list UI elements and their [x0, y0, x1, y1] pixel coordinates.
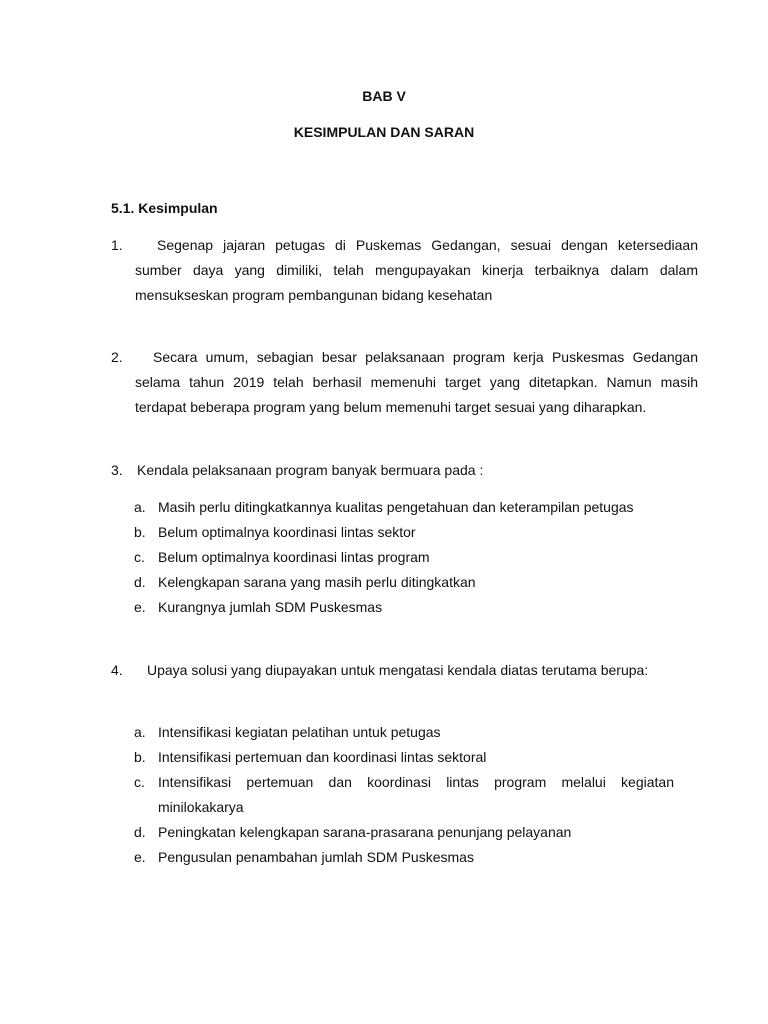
conclusion-item-1 [111, 233, 698, 308]
item-text: Kurangnya jumlah SDM Puskesmas [158, 599, 383, 615]
list-item [134, 745, 674, 770]
chapter-label: BAB V [362, 88, 406, 104]
item-letter: a. [134, 499, 146, 515]
item-letter: e. [134, 599, 146, 615]
item-text: Segenap jajaran petugas di Puskemas Gedangan, sesuai dengan ketersediaan sumber daya yang dimiliki, telah mengupayakan kinerja terbaiknya dalam dalam mensukseskan program pembangunan bidang kesehatan [135, 237, 698, 303]
section-heading: 5.1. Kesimpulan [111, 200, 218, 216]
list-item [134, 545, 674, 570]
item-text: Intensifikasi pertemuan dan koordinasi lintas sektoral [158, 749, 487, 765]
item-letter: c. [134, 549, 145, 565]
chapter-title: KESIMPULAN DAN SARAN [293, 124, 475, 140]
item-text: Kendala pelaksanaan program banyak bermuara pada : [137, 462, 484, 478]
item-text: Intensifikasi kegiatan pelatihan untuk petugas [158, 724, 441, 740]
list-item [134, 770, 674, 820]
item-letter: d. [134, 824, 146, 840]
list-item [134, 845, 674, 870]
item-letter: e. [134, 849, 146, 865]
item-text: Belum optimalnya koordinasi lintas program [158, 549, 430, 565]
item-letter: c. [134, 774, 145, 790]
item-letter: b. [134, 749, 146, 765]
list-item [134, 495, 674, 520]
item-text: Masih perlu ditingkatkannya kualitas pengetahuan dan keterampilan petugas [158, 499, 634, 515]
item-text: Kelengkapan sarana yang masih perlu ditingkatkan [158, 574, 476, 590]
item-letter: d. [134, 574, 146, 590]
conclusion-item-2 [111, 345, 698, 420]
item-number: 1. [111, 237, 123, 253]
item-text: Upaya solusi yang diupayakan untuk mengatasi kendala diatas terutama berupa: [147, 662, 649, 678]
item-text: Secara umum, sebagian besar pelaksanaan program kerja Puskesmas Gedangan selama tahun 2019 telah berhasil memenuhi target yang ditetapkan. Namun masih terdapat beberapa program yang belum memenuhi target sesuai yang diharapkan. [135, 349, 698, 415]
list-item [134, 720, 674, 745]
item-number: 4. [111, 662, 123, 678]
item-text: Pengusulan penambahan jumlah SDM Puskesmas [158, 849, 474, 865]
solutions-list [134, 720, 674, 870]
item-letter: b. [134, 524, 146, 540]
list-item [134, 520, 674, 545]
conclusion-item-4 [111, 658, 674, 683]
item-text: Peningkatan kelengkapan sarana-prasarana penunjang pelayanan [158, 824, 572, 840]
item-number: 3. [111, 462, 123, 478]
list-item [134, 570, 674, 595]
item-text: Intensifikasi pertemuan dan koordinasi lintas program melalui kegiatan minilokakarya [158, 774, 674, 815]
item-text: Belum optimalnya koordinasi lintas sektor [158, 524, 416, 540]
list-item [134, 820, 674, 845]
constraints-list [134, 495, 674, 620]
item-letter: a. [134, 724, 146, 740]
item-number: 2. [111, 349, 123, 365]
conclusion-item-3 [111, 458, 674, 483]
list-item [134, 595, 674, 620]
